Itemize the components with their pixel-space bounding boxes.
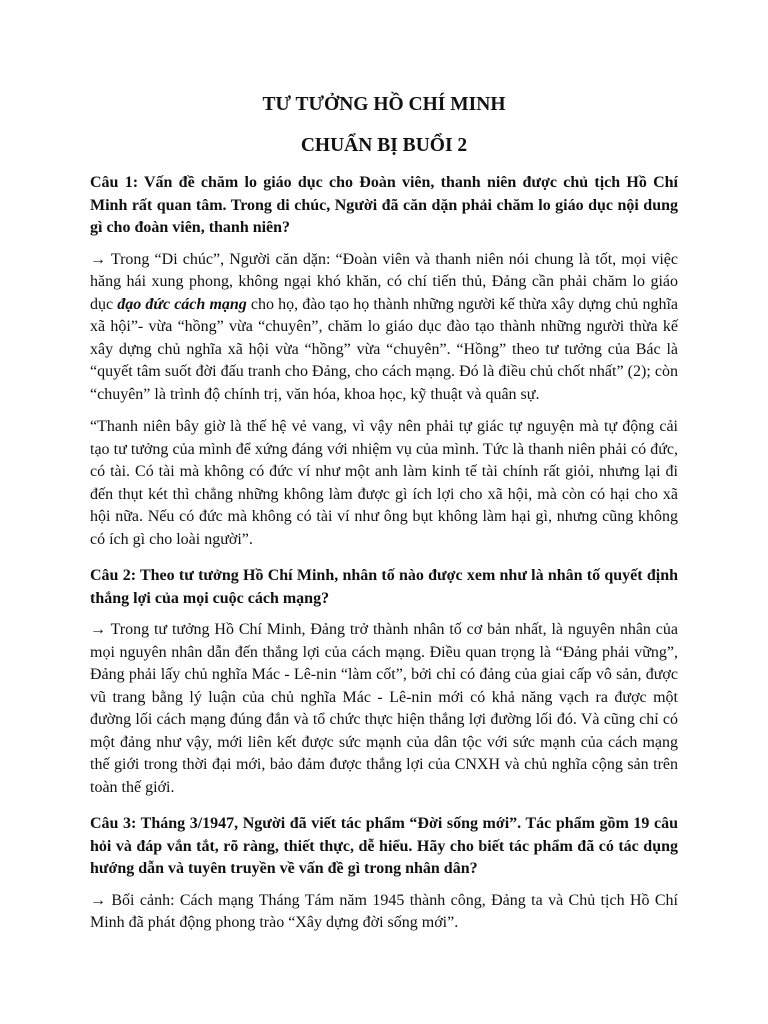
answer-1-paragraph-1 <box>90 249 678 407</box>
answer-2: → Trong tư tưởng Hồ Chí Minh, Đảng trở thành nhân tố cơ bản nhất, là nguyên nhân của mọi nguyên nhân dẫn đến thắng lợi của cách mạng. Điều quan trọng là “Đảng phải vững”, Đảng phải lấy chủ nghĩa Mác - Lê-nin “làm cốt”, bởi chỉ có đảng của giai cấp vô sản, được vũ trang bằng lý luận của chủ nghĩa Mác - Lê-nin mới có khả năng vạch ra được một đường lối cách mạng đúng đắn và tổ chức thực hiện thắng lợi đường lối đó. Và cũng chỉ có một đảng như vậy, mới liên kết được sức mạnh của dân tộc với sức mạnh của cách mạng thế giới trong thời đại mới, bảo đảm được thắng lợi của CNXH và chủ nghĩa cộng sản trên toàn thế giới. <box>90 621 678 796</box>
answer-1-text-start: → Trong “Di chúc”, Người căn dặn: “Đoàn viên và thanh niên nói chung là tốt, mọi việc hăng hái xung phong, không ngại khó khăn, có chí tiến thủ, Đảng cần phải chăm lo giáo dục <box>90 250 678 313</box>
answer-1-text-end: cho họ, đào tạo họ thành những người kế thừa xây dựng chủ nghĩa xã hội”- vừa “hồng” vừa “chuyên”, chăm lo giáo dục đào tạo thành những người thừa kế xây dựng chủ nghĩa xã hội vừa “hồng” vừa “chuyên”. “Hồng” theo tư tưởng của Bác là “quyết tâm suốt đời đấu tranh cho Đảng, cho cách mạng. Đó là điều chủ chốt nhất” (2); còn “chuyên” là trình độ chính trị, văn hóa, khoa học, kỹ thuật và quân sự. <box>90 295 678 403</box>
answer-1-emphasis: đạo đức cách mạng <box>117 295 247 313</box>
question-3: Câu 3: Tháng 3/1947, Người đã viết tác phẩm “Đời sống mới”. Tác phẩm gồm 19 câu hỏi và đáp vắn tắt, rõ ràng, thiết thực, dễ hiểu. Hãy cho biết tác phẩm đã có tác dụng hướng dẫn và tuyên truyền về vấn đề gì trong nhân dân? <box>90 815 678 877</box>
document-title: TƯ TƯỞNG HỒ CHÍ MINH <box>262 94 506 115</box>
question-2: Câu 2: Theo tư tưởng Hồ Chí Minh, nhân tố nào được xem như là nhân tố quyết định thắng lợi của mọi cuộc cách mạng? <box>90 567 678 607</box>
question-1: Câu 1: Vấn đề chăm lo giáo dục cho Đoàn viên, thanh niên được chủ tịch Hồ Chí Minh rất quan tâm. Trong di chúc, Người đã căn dặn phải chăm lo giáo dục nội dung gì cho đoàn viên, thanh niên? <box>90 174 678 236</box>
answer-3: → Bối cảnh: Cách mạng Tháng Tám năm 1945 thành công, Đảng ta và Chủ tịch Hồ Chí Minh đã phát động phong trào “Xây dựng đời sống mới”. <box>90 891 678 931</box>
answer-1-paragraph-2: “Thanh niên bây giờ là thế hệ vẻ vang, vì vậy nên phải tự giác tự nguyện mà tự động cải tạo tư tưởng của mình để xứng đáng với nhiệm vụ của mình. Tức là thanh niên phải có đức, có tài. Có tài mà không có đức ví như một anh làm kinh tế tài chính rất giỏi, nhưng lại đi đến thụt két thì chẳng những không làm được gì ích lợi cho xã hội, mà còn có hại cho xã hội nữa. Nếu có đức mà không có tài ví như ông bụt không làm hại gì, nhưng cũng không có ích gì cho loài người”. <box>90 418 678 548</box>
document-subtitle: CHUẨN BỊ BUỔI 2 <box>300 135 468 156</box>
